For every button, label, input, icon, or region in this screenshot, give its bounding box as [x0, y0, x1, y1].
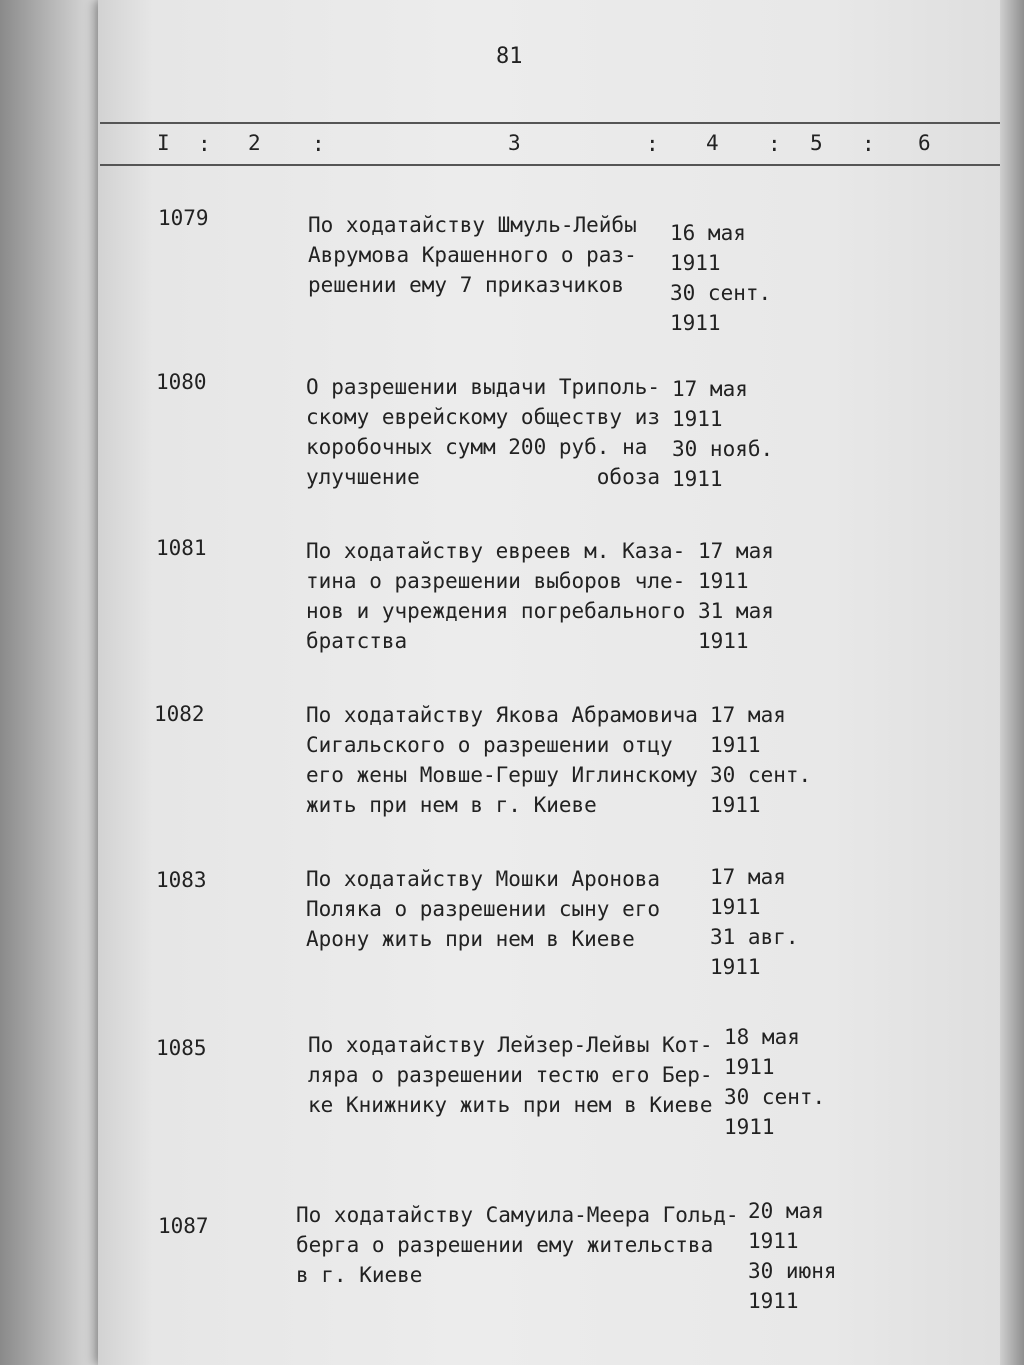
- page-edge: [1000, 0, 1024, 1365]
- description-line: Сигальского о разрешении отцу: [306, 733, 673, 757]
- start-date: 17 мая: [710, 865, 786, 889]
- description-line: По ходатайству Самуила-Меера Гольд-: [296, 1203, 739, 1227]
- description-line: его жены Мовше-Гершу Иглинскому: [306, 763, 698, 787]
- description-line: По ходатайству Якова Абрамовича: [306, 703, 698, 727]
- column-separator: :: [312, 132, 325, 156]
- entry-number: 1080: [156, 370, 207, 394]
- page-number: 81: [496, 44, 523, 69]
- description-line: По ходатайству Шмуль-Лейбы: [308, 213, 637, 237]
- entry-description: [306, 536, 685, 656]
- end-date: 30 сент.: [670, 281, 772, 305]
- description-line: По ходатайству евреев м. Каза-: [306, 539, 686, 563]
- end-date: 31 авг.: [710, 925, 799, 949]
- header-rule-bottom: [100, 164, 1000, 166]
- end-date: 30 сент.: [724, 1085, 826, 1109]
- entry-number: 1079: [158, 206, 209, 230]
- column-header-4: 4: [706, 131, 719, 155]
- start-year: 1911: [698, 569, 749, 593]
- column-separator: :: [646, 132, 659, 156]
- end-date: 30 нояб.: [672, 437, 774, 461]
- column-header-2: 2: [248, 131, 261, 155]
- entry-number: 1082: [154, 702, 205, 726]
- description-line: братства: [306, 629, 408, 653]
- start-year: 1911: [670, 251, 721, 275]
- description-line: О разрешении выдачи Триполь-: [306, 375, 661, 399]
- start-year: 1911: [710, 733, 761, 757]
- end-year: 1911: [710, 793, 761, 817]
- entry-dates: [748, 1196, 837, 1316]
- description-line: Аврумова Крашенного о раз-: [308, 243, 637, 267]
- end-year: 1911: [724, 1115, 775, 1139]
- header-rule-top: [100, 122, 1000, 124]
- column-header-1: I: [157, 131, 170, 155]
- description-line: жить при нем в г. Киеве: [306, 793, 597, 817]
- entry-description: [296, 1200, 739, 1290]
- column-header-3: 3: [508, 131, 521, 155]
- start-date: 18 мая: [724, 1025, 800, 1049]
- entry-number: 1087: [158, 1214, 209, 1238]
- description-line: нов и учреждения погребального: [306, 599, 686, 623]
- column-separator: :: [768, 132, 781, 156]
- description-line: скому еврейскому обществу из: [306, 405, 661, 429]
- end-date: 30 сент.: [710, 763, 812, 787]
- description-line: тина о разрешении выборов чле-: [306, 569, 686, 593]
- entry-description: [306, 864, 660, 954]
- entry-description: [306, 700, 698, 820]
- end-year: 1911: [748, 1289, 799, 1313]
- entry-dates: [698, 536, 774, 656]
- entry-number: 1085: [156, 1036, 207, 1060]
- start-year: 1911: [724, 1055, 775, 1079]
- entry-number: 1083: [156, 868, 207, 892]
- end-date: 30 июня: [748, 1259, 837, 1283]
- end-year: 1911: [672, 467, 723, 491]
- entry-dates: [724, 1022, 825, 1142]
- description-line: По ходатайству Лейзер-Лейвы Кот-: [308, 1033, 713, 1057]
- entry-dates: [670, 218, 771, 338]
- description-line: берга о разрешении ему жительства: [296, 1233, 714, 1257]
- end-year: 1911: [670, 311, 721, 335]
- description-line: ляра о разрешении тестю его Бер-: [308, 1063, 713, 1087]
- column-separator: :: [198, 132, 211, 156]
- entry-description: [308, 210, 637, 300]
- start-date: 17 мая: [672, 377, 748, 401]
- description-line: решении ему 7 приказчиков: [308, 273, 625, 297]
- column-separator: :: [862, 132, 875, 156]
- start-year: 1911: [672, 407, 723, 431]
- entry-description: [308, 1030, 713, 1120]
- description-line: ке Книжнику жить при нем в Киеве: [308, 1093, 713, 1117]
- entry-dates: [710, 700, 811, 820]
- description-line: Поляка о разрешении сыну его: [306, 897, 661, 921]
- start-date: 20 мая: [748, 1199, 824, 1223]
- document-page: [98, 0, 1010, 1365]
- description-line: коробочных сумм 200 руб. на: [306, 435, 648, 459]
- start-year: 1911: [748, 1229, 799, 1253]
- entry-number: 1081: [156, 536, 207, 560]
- description-line: Арону жить при нем в Киеве: [306, 927, 635, 951]
- description-line: По ходатайству Мошки Аронова: [306, 867, 661, 891]
- entry-dates: [672, 374, 773, 494]
- adjacent-page: [0, 0, 110, 1365]
- start-year: 1911: [710, 895, 761, 919]
- end-year: 1911: [710, 955, 761, 979]
- entry-description: [306, 372, 660, 492]
- description-line: в г. Киеве: [296, 1263, 423, 1287]
- end-year: 1911: [698, 629, 749, 653]
- column-header-6: 6: [918, 131, 931, 155]
- start-date: 17 мая: [698, 539, 774, 563]
- start-date: 17 мая: [710, 703, 786, 727]
- column-header-5: 5: [810, 131, 823, 155]
- entry-dates: [710, 862, 799, 982]
- end-date: 31 мая: [698, 599, 774, 623]
- start-date: 16 мая: [670, 221, 746, 245]
- description-line: улучшение обоза: [306, 465, 661, 489]
